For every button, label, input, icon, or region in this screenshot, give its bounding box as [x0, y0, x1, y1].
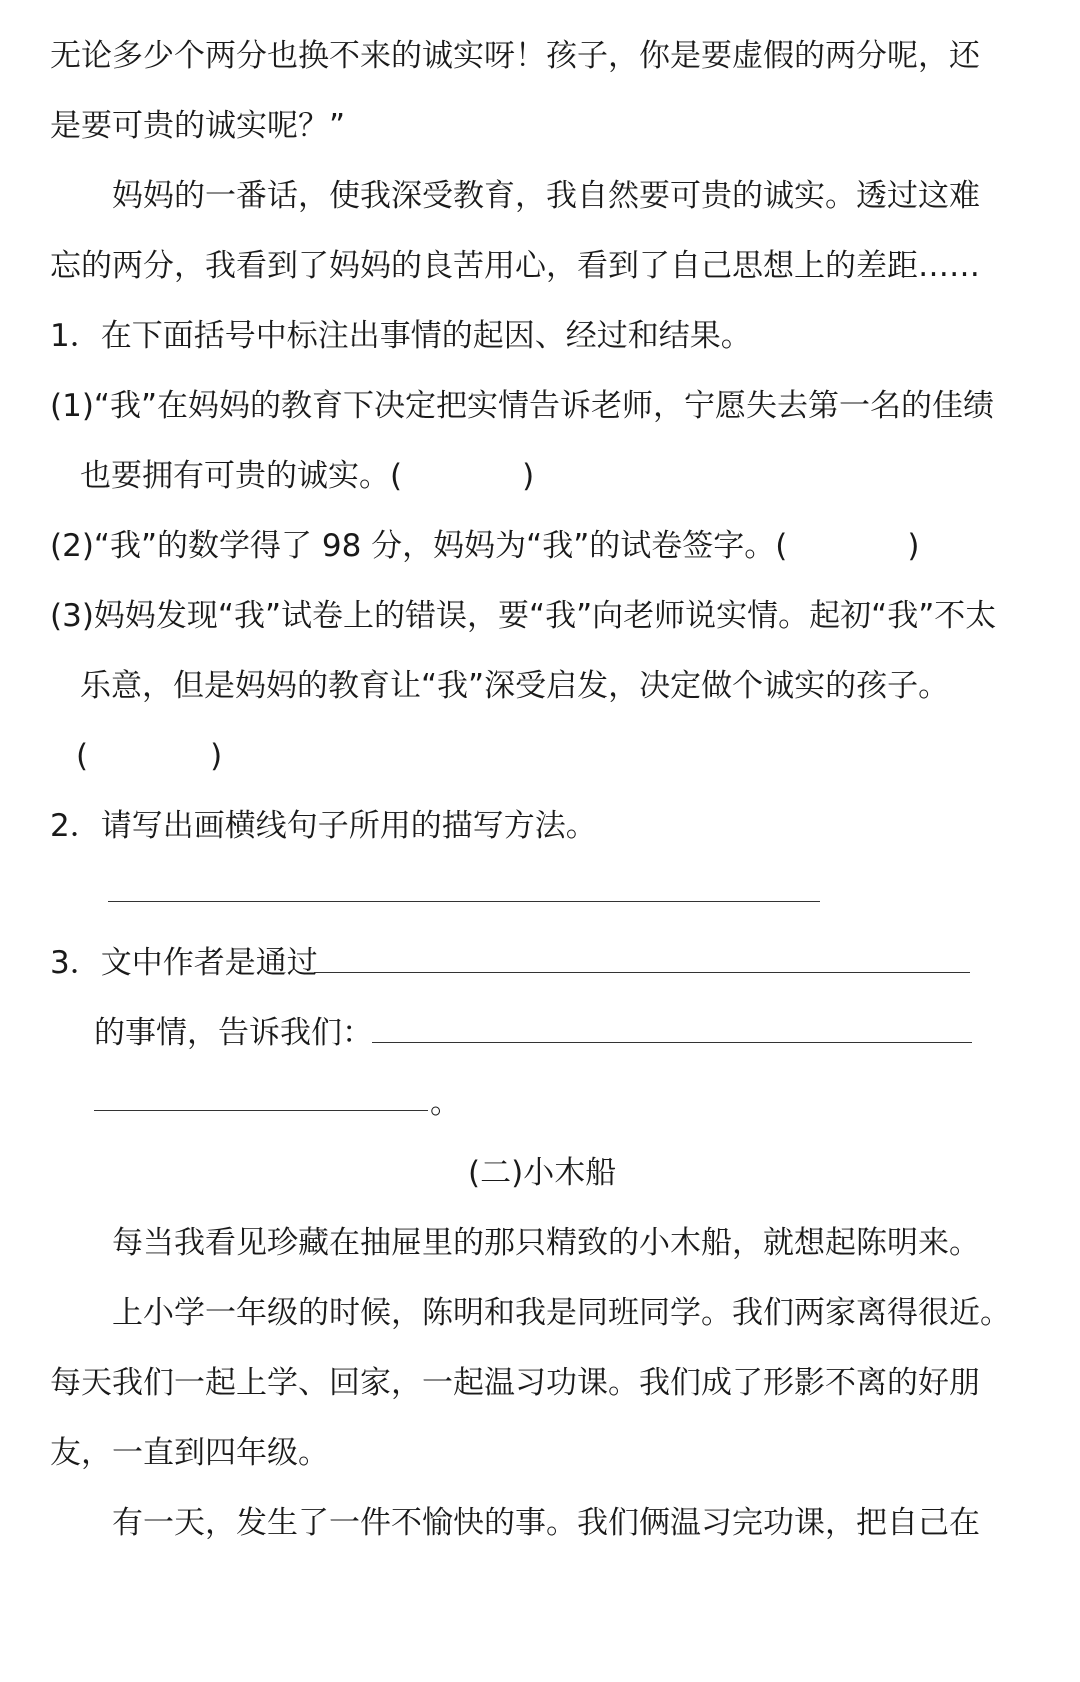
item-text: 也要拥有可贵的诚实。(: [80, 458, 403, 494]
paren-close: ): [210, 738, 223, 774]
question-1-item-3-cont: 乐意，但是妈妈的教育让“我”深受启发，决定做个诚实的孩子。: [80, 668, 950, 704]
question-2-prompt: 2．请写出画横线句子所用的描写方法。: [50, 808, 597, 844]
passage-text-line: 忘的两分，我看到了妈妈的良苦用心，看到了自己思想上的差距……: [50, 248, 980, 284]
passage-text-line: 友，一直到四年级。: [50, 1435, 329, 1471]
answer-line[interactable]: [372, 1042, 972, 1043]
passage-2-title: (二)小木船: [468, 1155, 617, 1191]
passage-text-line: 每天我们一起上学、回家，一起温习功课。我们成了形影不离的好朋: [50, 1365, 980, 1401]
question-1-item-1: (1)“我”在妈妈的教育下决定把实情告诉老师，宁愿失去第一名的佳绩: [50, 388, 995, 424]
answer-line[interactable]: [108, 901, 820, 902]
paren-close: ): [907, 528, 920, 564]
question-3-prompt: 3．文中作者是通过: [50, 945, 318, 981]
passage-text-line: 妈妈的一番话，使我深受教育，我自然要可贵的诚实。透过这难: [112, 178, 980, 214]
passage-text-line: 无论多少个两分也换不来的诚实呀！孩子，你是要虚假的两分呢，还: [50, 38, 980, 74]
sentence-end-mark: 。: [430, 1085, 461, 1121]
question-1-prompt: 1．在下面括号中标注出事情的起因、经过和结果。: [50, 318, 752, 354]
passage-text-line: 上小学一年级的时候，陈明和我是同班同学。我们两家离得很近。: [112, 1295, 1011, 1331]
question-1-item-1-cont: [80, 454, 534, 498]
passage-text-line: 是要可贵的诚实呢？”: [50, 108, 346, 144]
question-3-line-2: 的事情，告诉我们：: [94, 1015, 373, 1051]
question-1-item-2: [50, 524, 920, 568]
passage-text-line: 有一天，发生了一件不愉快的事。我们俩温习完功课，把自己在: [112, 1505, 980, 1541]
question-1-item-3-answer: [76, 734, 222, 778]
question-1-item-3: (3)妈妈发现“我”试卷上的错误，要“我”向老师说实情。起初“我”不太: [50, 598, 997, 634]
passage-text-line: 每当我看见珍藏在抽屉里的那只精致的小木船，就想起陈明来。: [112, 1225, 980, 1261]
answer-line[interactable]: [94, 1110, 428, 1111]
item-text: (2)“我”的数学得了 98 分，妈妈为“我”的试卷签字。(: [50, 528, 788, 564]
paren-open: (: [76, 738, 89, 774]
answer-line[interactable]: [314, 972, 970, 973]
paren-close: ): [522, 458, 535, 494]
